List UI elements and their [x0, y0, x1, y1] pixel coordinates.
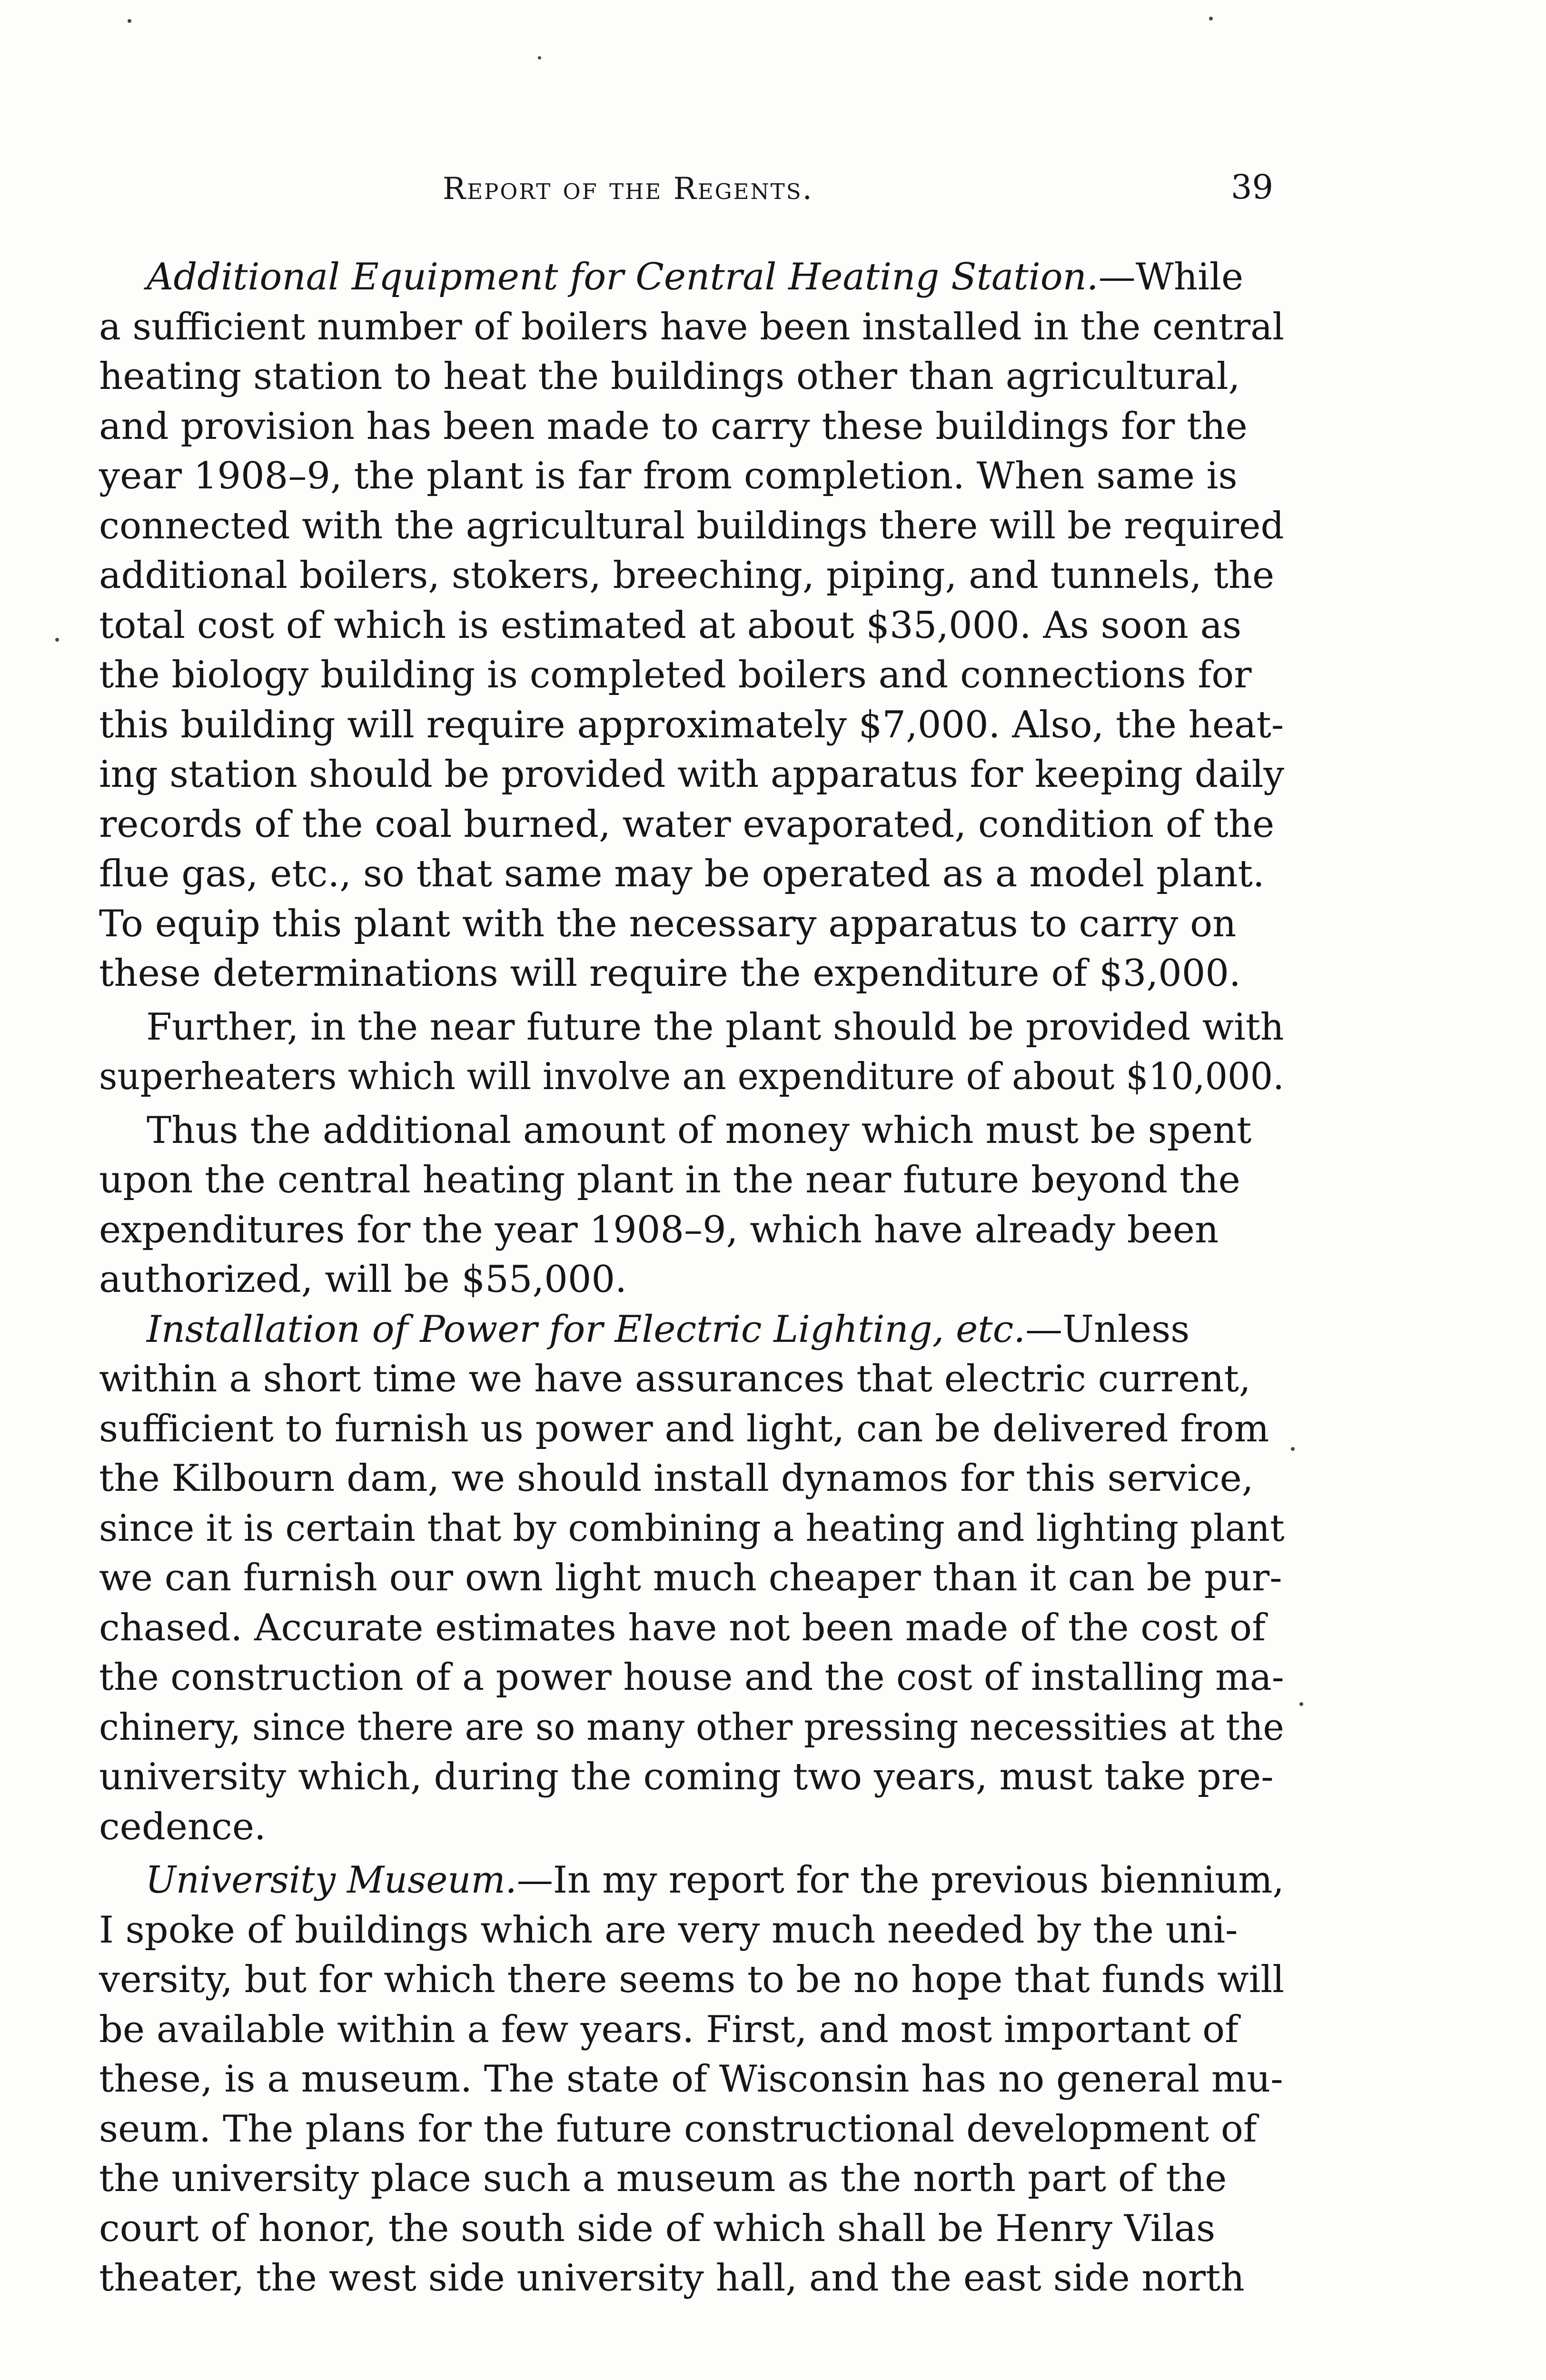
text-line: I spoke of buildings which are very much needed by the uni- [99, 1908, 1238, 1952]
text-line: a sufficient number of boilers have been installed in the central [99, 305, 1284, 348]
text-line: upon the central heating plant in the near future beyond the [99, 1159, 1240, 1201]
text-line: chased. Accurate estimates have not been made of the cost of [99, 1606, 1266, 1649]
text-line: Further, in the near future the plant should be provided with [146, 1005, 1284, 1049]
body-text [99, 252, 1284, 2303]
text-line: these, is a museum. The state of Wisconsin has no general mu- [99, 2058, 1283, 2101]
text-line: University Museum.—In my report for the previous biennium, [145, 1859, 1284, 1902]
text-line: this building will require approximately $7,000. Also, the heat- [99, 703, 1284, 746]
text-line: sufficient to furnish us power and light, can be delivered from [99, 1407, 1269, 1450]
scan-speck [1299, 1702, 1303, 1706]
text-line: Installation of Power for Electric Lighting, etc.—Unless [147, 1308, 1190, 1351]
text-line: the Kilbourn dam, we should install dynamos for this service, [99, 1457, 1254, 1500]
text-line: the biology building is completed boilers and connections for [99, 654, 1252, 696]
text-line: cedence. [99, 1805, 266, 1848]
text-line: university which, during the coming two years, must take pre- [99, 1755, 1274, 1798]
page-number: 39 [1231, 168, 1274, 207]
text-line: the construction of a power house and the cost of installing ma- [99, 1656, 1284, 1699]
text-line: flue gas, etc., so that same may be operated as a model plant. [99, 853, 1265, 895]
text-line: court of honor, the south side of which shall be Henry Vilas [99, 2207, 1216, 2250]
text-line: the university place such a museum as the north part of the [99, 2157, 1227, 2200]
section-heading: Installation of Power for Electric Lighting, etc. [147, 1308, 1026, 1351]
text-line: Additional Equipment for Central Heating Station.—While [147, 256, 1244, 298]
text-line: records of the coal burned, water evaporated, condition of the [99, 803, 1275, 846]
text-line: we can furnish our own light much cheaper than it can be pur- [99, 1557, 1282, 1599]
text-line: these determinations will require the expenditure of $3,000. [99, 952, 1241, 995]
text-line: superheaters which will involve an expenditure of about $10,000. [99, 1055, 1284, 1098]
text-line: To equip this plant with the necessary apparatus to carry on [99, 902, 1237, 945]
text-line: seum. The plans for the future constructional development of [99, 2107, 1257, 2151]
scan-speck [1291, 1447, 1295, 1451]
scan-speck [538, 56, 541, 60]
text-line: connected with the agricultural buildings there will be required [99, 504, 1284, 547]
text-line: within a short time we have assurances that electric current, [99, 1358, 1251, 1400]
text-line: heating station to heat the buildings other than agricultural, [99, 355, 1240, 398]
section-heading: Additional Equipment for Central Heating Station. [147, 256, 1099, 298]
text-line: ing station should be provided with apparatus for keeping daily [99, 753, 1285, 796]
text-line: chinery, since there are so many other pressing necessities at the [99, 1706, 1284, 1749]
text-line: and provision has been made to carry these buildings for the [99, 405, 1248, 448]
text-line: expenditures for the year 1908–9, which have already been [99, 1208, 1219, 1251]
text-line: additional boilers, stokers, breeching, piping, and tunnels, the [99, 554, 1275, 597]
running-head: Report of the Regents. [443, 171, 813, 207]
text-line: since it is certain that by combining a heating and lighting plant [99, 1507, 1285, 1550]
text-line: total cost of which is estimated at about $35,000. As soon as [99, 604, 1242, 647]
text-line: be available within a few years. First, and most important of [99, 2008, 1239, 2051]
text-line: theater, the west side university hall, and the east side north [99, 2257, 1245, 2300]
scan-speck [128, 19, 131, 23]
scan-speck [55, 638, 59, 642]
text-line: authorized, will be $55,000. [99, 1258, 627, 1301]
text-line: year 1908–9, the plant is far from completion. When same is [99, 455, 1238, 497]
text-line: versity, but for which there seems to be no hope that funds will [99, 1958, 1285, 2001]
section-heading: University Museum. [145, 1859, 517, 1902]
scan-speck [1209, 17, 1213, 20]
text-line: Thus the additional amount of money which must be spent [147, 1109, 1252, 1152]
